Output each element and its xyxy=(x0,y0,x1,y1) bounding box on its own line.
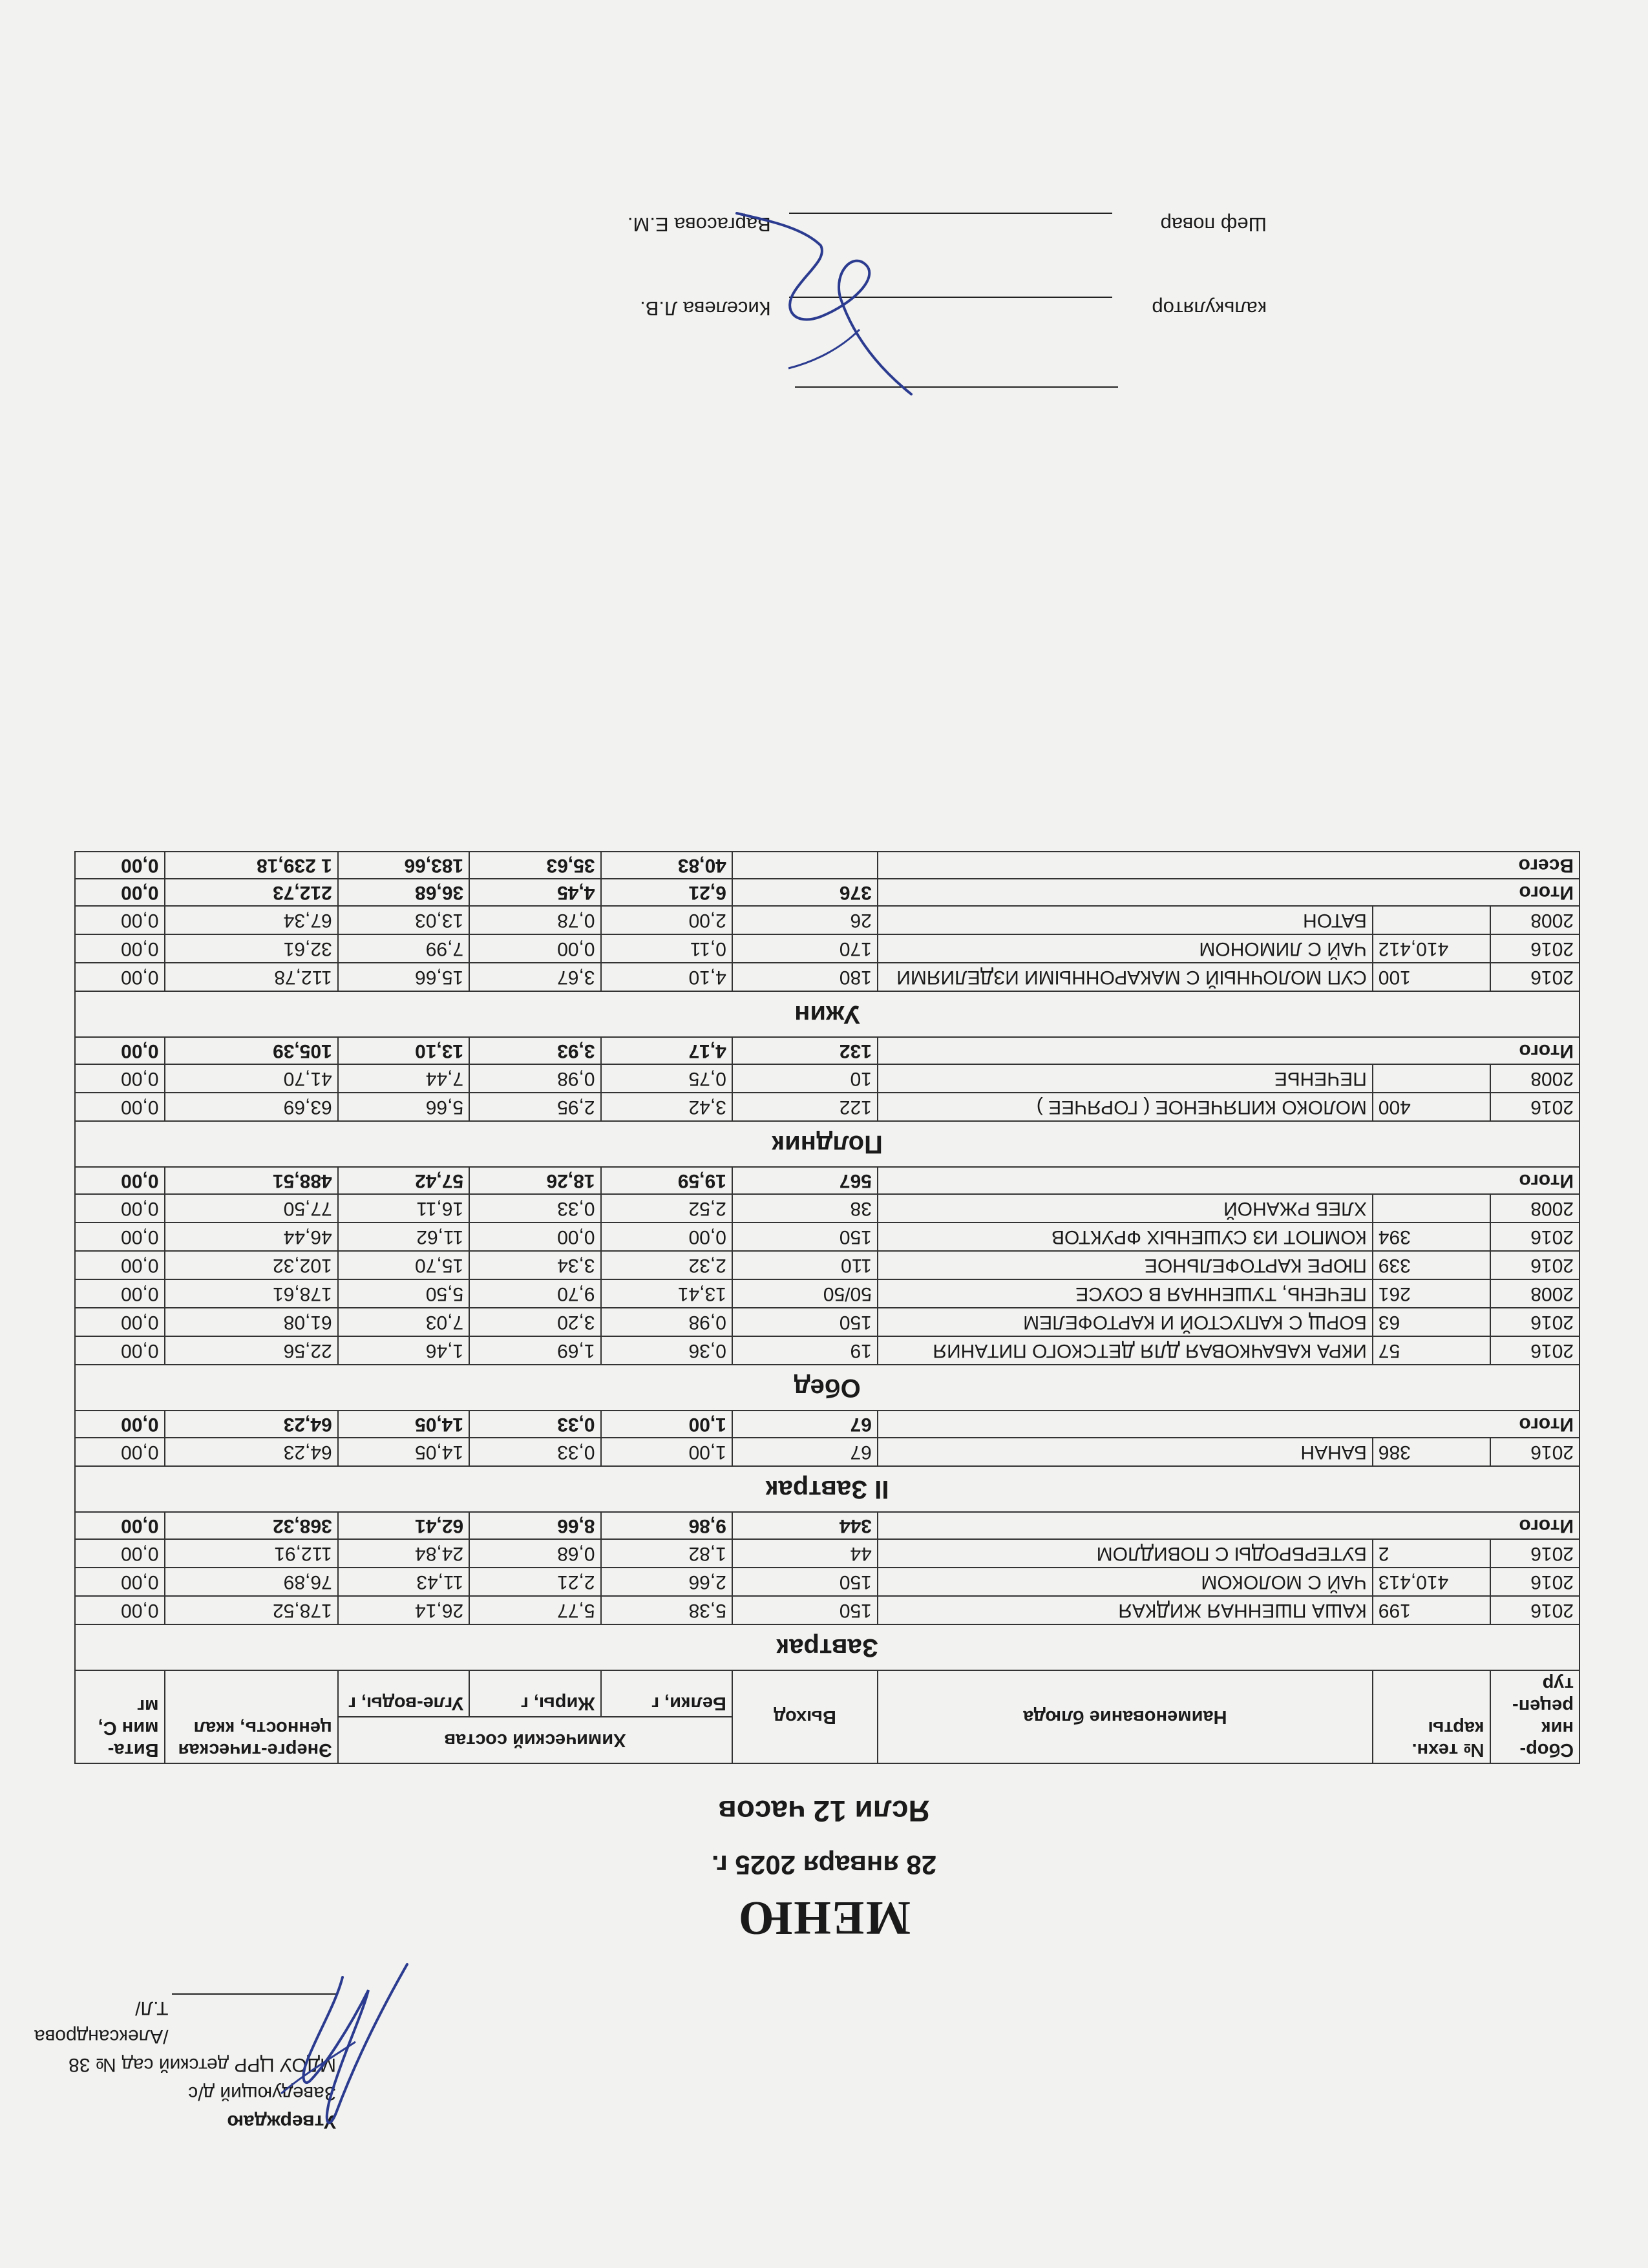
dish-name-cell: ПЮРЕ КАРТОФЕЛЬНОЕ xyxy=(878,1251,1373,1279)
protein-cell: 2,32 xyxy=(601,1251,732,1279)
table-row xyxy=(75,1064,1579,1093)
signature-underline xyxy=(789,297,1112,315)
collection-cell: 2008 xyxy=(1490,906,1579,934)
card-number-cell: 410,412 xyxy=(1373,934,1490,963)
vitamin-c-cell: 0,00 xyxy=(75,1568,165,1596)
card-number-cell: 63 xyxy=(1373,1308,1490,1336)
fat-cell: 3,20 xyxy=(469,1308,600,1336)
header-vitamin-c: Вита-мин С, мг xyxy=(75,1670,165,1763)
table-row xyxy=(75,963,1579,991)
fat-cell: 8,66 xyxy=(469,1512,600,1539)
table-row xyxy=(75,934,1579,963)
card-number-cell: 261 xyxy=(1373,1279,1490,1308)
carbs-cell: 62,41 xyxy=(338,1512,469,1539)
meal-section-header xyxy=(75,1624,1579,1670)
protein-cell: 1,00 xyxy=(601,1411,732,1438)
output-cell: 50/50 xyxy=(732,1279,878,1308)
energy-cell: 67,34 xyxy=(165,906,338,934)
energy-cell: 76,89 xyxy=(165,1568,338,1596)
vitamin-c-cell: 0,00 xyxy=(75,879,165,906)
menu-table xyxy=(74,851,1580,1764)
output-cell: 26 xyxy=(732,906,878,934)
fat-cell: 3,34 xyxy=(469,1251,600,1279)
approval-position: Заведующий д/с xyxy=(188,2083,336,2104)
output-cell: 67 xyxy=(732,1438,878,1466)
energy-cell: 64,23 xyxy=(165,1438,338,1466)
collection-cell: 2016 xyxy=(1490,934,1579,963)
carbs-cell: 13,10 xyxy=(338,1037,469,1064)
fat-cell: 35,63 xyxy=(469,852,600,879)
vitamin-c-cell: 0,00 xyxy=(75,1279,165,1308)
card-number-cell: 2 xyxy=(1373,1539,1490,1568)
header-output: Выход xyxy=(732,1670,878,1763)
vitamin-c-cell: 0,00 xyxy=(75,1251,165,1279)
card-number-cell xyxy=(1373,1064,1490,1093)
energy-cell: 63,69 xyxy=(165,1093,338,1121)
approval-signature-line xyxy=(0,1993,336,2050)
protein-cell: 4,17 xyxy=(601,1037,732,1064)
header-chemical-composition: Химический состав xyxy=(338,1717,732,1763)
header-carbs: Угле-воды, г xyxy=(338,1670,469,1717)
dish-name-cell: МОЛОКО КИПЯЧЕНОЕ ( ГОРЯЧЕЕ ) xyxy=(878,1093,1373,1121)
dish-name-cell: БОРЩ С КАПУСТОЙ И КАРТОФЕЛЕМ xyxy=(878,1308,1373,1336)
carbs-cell: 24,84 xyxy=(338,1539,469,1568)
energy-cell: 32,61 xyxy=(165,934,338,963)
fat-cell: 0,98 xyxy=(469,1064,600,1093)
carbs-cell: 15,66 xyxy=(338,963,469,991)
signature-underline xyxy=(172,1993,336,2014)
output-cell: 10 xyxy=(732,1064,878,1093)
energy-cell: 112,78 xyxy=(165,963,338,991)
output-cell: 38 xyxy=(732,1194,878,1223)
vitamin-c-cell: 0,00 xyxy=(75,1037,165,1064)
meal-section-title: Обед xyxy=(75,1365,1579,1411)
energy-cell: 1 239,18 xyxy=(165,852,338,879)
card-number-cell xyxy=(1373,906,1490,934)
carbs-cell: 5,50 xyxy=(338,1279,469,1308)
dish-name-cell: КОМПОТ ИЗ СУШЕНЫХ ФРУКТОВ xyxy=(878,1223,1373,1251)
card-number-cell: 57 xyxy=(1373,1336,1490,1365)
collection-cell: 2016 xyxy=(1490,963,1579,991)
approval-heading: Утверждаю xyxy=(227,2111,336,2132)
dish-name-cell: ХЛЕБ РЖАНОЙ xyxy=(878,1194,1373,1223)
carbs-cell: 7,44 xyxy=(338,1064,469,1093)
document-title: МЕНЮ xyxy=(737,1891,911,1944)
vitamin-c-cell: 0,00 xyxy=(75,1308,165,1336)
meal-section-title: Завтрак xyxy=(75,1624,1579,1670)
table-row xyxy=(75,1251,1579,1279)
protein-cell: 0,11 xyxy=(601,934,732,963)
menu-table-body xyxy=(75,852,1579,1670)
energy-cell: 212,73 xyxy=(165,879,338,906)
signature-underline xyxy=(795,386,1118,388)
protein-cell: 2,00 xyxy=(601,906,732,934)
collection-cell: 2008 xyxy=(1490,1194,1579,1223)
dish-name-cell: ПЕЧЕНЬЕ xyxy=(878,1064,1373,1093)
protein-cell: 40,83 xyxy=(601,852,732,879)
total-label: Итого xyxy=(878,1411,1579,1438)
meal-section-header xyxy=(75,1365,1579,1411)
dish-name-cell: ИКРА КАБАЧКОВАЯ ДЛЯ ДЕТСКОГО ПИТАНИЯ xyxy=(878,1336,1373,1365)
total-label: Итого xyxy=(878,879,1579,906)
output-cell: 19 xyxy=(732,1336,878,1365)
table-row xyxy=(75,1279,1579,1308)
carbs-cell: 7,99 xyxy=(338,934,469,963)
collection-cell: 2016 xyxy=(1490,1568,1579,1596)
signatory-name: Киселева Л.В. xyxy=(640,297,771,320)
carbs-cell: 1,46 xyxy=(338,1336,469,1365)
collection-cell: 2016 xyxy=(1490,1438,1579,1466)
vitamin-c-cell: 0,00 xyxy=(75,1223,165,1251)
table-row xyxy=(75,1093,1579,1121)
protein-cell: 9,86 xyxy=(601,1512,732,1539)
carbs-cell: 13,03 xyxy=(338,906,469,934)
energy-cell: 22,56 xyxy=(165,1336,338,1365)
card-number-cell: 400 xyxy=(1373,1093,1490,1121)
table-row xyxy=(75,1308,1579,1336)
menu-group: Ясли 12 часов xyxy=(718,1794,930,1828)
energy-cell: 64,23 xyxy=(165,1411,338,1438)
vitamin-c-cell: 0,00 xyxy=(75,1093,165,1121)
vitamin-c-cell: 0,00 xyxy=(75,1596,165,1624)
vitamin-c-cell: 0,00 xyxy=(75,963,165,991)
fat-cell: 0,00 xyxy=(469,934,600,963)
carbs-cell: 7,03 xyxy=(338,1308,469,1336)
total-label: Итого xyxy=(878,1512,1579,1539)
output-cell: 122 xyxy=(732,1093,878,1121)
protein-cell: 0,00 xyxy=(601,1223,732,1251)
energy-cell: 41,70 xyxy=(165,1064,338,1093)
header-energy: Энерге-тическая ценность, ккал xyxy=(165,1670,338,1763)
card-number-cell: 100 xyxy=(1373,963,1490,991)
fat-cell: 5,77 xyxy=(469,1596,600,1624)
dish-name-cell: СУП МОЛОЧНЫЙ С МАКАРОННЫМИ ИЗДЕЛИЯМИ xyxy=(878,963,1373,991)
card-number-cell xyxy=(1373,1194,1490,1223)
header-protein: Белки, г xyxy=(601,1670,732,1717)
vitamin-c-cell: 0,00 xyxy=(75,1167,165,1194)
output-cell: 180 xyxy=(732,963,878,991)
carbs-cell: 36,68 xyxy=(338,879,469,906)
header-collection: Сбор-ник рецеп-тур xyxy=(1490,1670,1579,1763)
output-cell xyxy=(732,852,878,879)
signatory-calculator xyxy=(640,297,1267,320)
protein-cell: 2,66 xyxy=(601,1568,732,1596)
collection-cell: 2016 xyxy=(1490,1596,1579,1624)
output-cell: 150 xyxy=(732,1596,878,1624)
output-cell: 567 xyxy=(732,1167,878,1194)
fat-cell: 0,68 xyxy=(469,1539,600,1568)
vitamin-c-cell: 0,00 xyxy=(75,906,165,934)
table-row xyxy=(75,1336,1579,1365)
table-row xyxy=(75,906,1579,934)
meal-section-title: II Завтрак xyxy=(75,1466,1579,1512)
carbs-cell: 5,66 xyxy=(338,1093,469,1121)
energy-cell: 368,32 xyxy=(165,1512,338,1539)
menu-date: 28 января 2025 г. xyxy=(711,1850,937,1880)
section-total-row xyxy=(75,879,1579,906)
carbs-cell: 15,70 xyxy=(338,1251,469,1279)
collection-cell: 2008 xyxy=(1490,1064,1579,1093)
card-number-cell: 394 xyxy=(1373,1223,1490,1251)
fat-cell: 0,78 xyxy=(469,906,600,934)
energy-cell: 112,91 xyxy=(165,1539,338,1568)
energy-cell: 105,39 xyxy=(165,1037,338,1064)
protein-cell: 0,36 xyxy=(601,1336,732,1365)
energy-cell: 488,51 xyxy=(165,1167,338,1194)
fat-cell: 9,70 xyxy=(469,1279,600,1308)
meal-section-header xyxy=(75,1121,1579,1167)
card-number-cell: 410,413 xyxy=(1373,1568,1490,1596)
meal-section-header xyxy=(75,991,1579,1037)
collection-cell: 2016 xyxy=(1490,1336,1579,1365)
carbs-cell: 14,05 xyxy=(338,1411,469,1438)
energy-cell: 46,44 xyxy=(165,1223,338,1251)
carbs-cell: 183,66 xyxy=(338,852,469,879)
fat-cell: 4,45 xyxy=(469,879,600,906)
energy-cell: 178,52 xyxy=(165,1596,338,1624)
output-cell: 170 xyxy=(732,934,878,963)
dish-name-cell: БУТЕРБРОДЫ С ПОВИДЛОМ xyxy=(878,1539,1373,1568)
protein-cell: 13,41 xyxy=(601,1279,732,1308)
output-cell: 67 xyxy=(732,1411,878,1438)
vitamin-c-cell: 0,00 xyxy=(75,1512,165,1539)
meal-section-header xyxy=(75,1466,1579,1512)
protein-cell: 2,52 xyxy=(601,1194,732,1223)
fat-cell: 3,93 xyxy=(469,1037,600,1064)
vitamin-c-cell: 0,00 xyxy=(75,1336,165,1365)
output-cell: 110 xyxy=(732,1251,878,1279)
meal-section-title: Полдник xyxy=(75,1121,1579,1167)
header-fat: Жиры, г xyxy=(469,1670,600,1717)
section-total-row xyxy=(75,1512,1579,1539)
output-cell: 150 xyxy=(732,1308,878,1336)
vitamin-c-cell: 0,00 xyxy=(75,1064,165,1093)
signatory-role: Шеф повар xyxy=(1160,213,1267,236)
fat-cell: 0,33 xyxy=(469,1411,600,1438)
output-cell: 44 xyxy=(732,1539,878,1568)
fat-cell: 0,33 xyxy=(469,1194,600,1223)
energy-cell: 61,08 xyxy=(165,1308,338,1336)
table-row xyxy=(75,1194,1579,1223)
carbs-cell: 11,43 xyxy=(338,1568,469,1596)
output-cell: 376 xyxy=(732,879,878,906)
protein-cell: 5,38 xyxy=(601,1596,732,1624)
table-row xyxy=(75,1438,1579,1466)
protein-cell: 0,75 xyxy=(601,1064,732,1093)
carbs-cell: 57,42 xyxy=(338,1167,469,1194)
vitamin-c-cell: 0,00 xyxy=(75,934,165,963)
protein-cell: 1,82 xyxy=(601,1539,732,1568)
collection-cell: 2008 xyxy=(1490,1279,1579,1308)
fat-cell: 1,69 xyxy=(469,1336,600,1365)
signatory-name: Варгасова Е.М. xyxy=(627,213,771,236)
collection-cell: 2016 xyxy=(1490,1539,1579,1568)
approval-block xyxy=(0,1993,336,2136)
protein-cell: 1,00 xyxy=(601,1438,732,1466)
collection-cell: 2016 xyxy=(1490,1093,1579,1121)
dish-name-cell: ПЕЧЕНЬ, ТУШЕННАЯ В СОУСЕ xyxy=(878,1279,1373,1308)
protein-cell: 0,98 xyxy=(601,1308,732,1336)
carbs-cell: 11,62 xyxy=(338,1223,469,1251)
fat-cell: 2,21 xyxy=(469,1568,600,1596)
carbs-cell: 14,05 xyxy=(338,1438,469,1466)
fat-cell: 0,00 xyxy=(469,1223,600,1251)
vitamin-c-cell: 0,00 xyxy=(75,1194,165,1223)
header-dish-name: Наименование блюда xyxy=(878,1670,1373,1763)
meal-section-title: Ужин xyxy=(75,991,1579,1037)
grand-total-label: Всего xyxy=(878,852,1579,879)
table-row xyxy=(75,1223,1579,1251)
dish-name-cell: ЧАЙ С МОЛОКОМ xyxy=(878,1568,1373,1596)
vitamin-c-cell: 0,00 xyxy=(75,1539,165,1568)
dish-name-cell: БАНАН xyxy=(878,1438,1373,1466)
table-row xyxy=(75,1568,1579,1596)
energy-cell: 102,32 xyxy=(165,1251,338,1279)
energy-cell: 178,61 xyxy=(165,1279,338,1308)
carbs-cell: 26,14 xyxy=(338,1596,469,1624)
protein-cell: 6,21 xyxy=(601,879,732,906)
dish-name-cell: ЧАЙ С ЛИМОНОМ xyxy=(878,934,1373,963)
section-total-row xyxy=(75,1411,1579,1438)
carbs-cell: 16,11 xyxy=(338,1194,469,1223)
vitamin-c-cell: 0,00 xyxy=(75,852,165,879)
output-cell: 150 xyxy=(732,1223,878,1251)
header-card-number: № техн. карты xyxy=(1373,1670,1490,1763)
card-number-cell: 339 xyxy=(1373,1251,1490,1279)
energy-cell: 77,50 xyxy=(165,1194,338,1223)
card-number-cell: 386 xyxy=(1373,1438,1490,1466)
signatory-role: калькулятор xyxy=(1152,297,1267,320)
total-label: Итого xyxy=(878,1037,1579,1064)
vitamin-c-cell: 0,00 xyxy=(75,1411,165,1438)
table-row xyxy=(75,1596,1579,1624)
dish-name-cell: БАТОН xyxy=(878,906,1373,934)
protein-cell: 4,10 xyxy=(601,963,732,991)
signature-underline xyxy=(789,213,1112,231)
collection-cell: 2016 xyxy=(1490,1308,1579,1336)
card-number-cell: 199 xyxy=(1373,1596,1490,1624)
table-header-row xyxy=(75,1717,1579,1763)
dish-name-cell: КАША ПШЕННАЯ ЖИДКАЯ xyxy=(878,1596,1373,1624)
output-cell: 344 xyxy=(732,1512,878,1539)
collection-cell: 2016 xyxy=(1490,1223,1579,1251)
protein-cell: 19,59 xyxy=(601,1167,732,1194)
fat-cell: 18,26 xyxy=(469,1167,600,1194)
section-total-row xyxy=(75,1167,1579,1194)
fat-cell: 3,67 xyxy=(469,963,600,991)
approval-signatory-name: /Александрова Т.Л/ xyxy=(34,1997,169,2047)
vitamin-c-cell: 0,00 xyxy=(75,1438,165,1466)
output-cell: 150 xyxy=(732,1568,878,1596)
collection-cell: 2016 xyxy=(1490,1251,1579,1279)
protein-cell: 3,42 xyxy=(601,1093,732,1121)
approval-organization: МДОУ ЦРР детский сад № 38 xyxy=(69,2054,336,2075)
section-total-row xyxy=(75,1037,1579,1064)
signatory-chef xyxy=(628,213,1267,236)
table-row xyxy=(75,1539,1579,1568)
grand-total-row xyxy=(75,852,1579,879)
fat-cell: 2,95 xyxy=(469,1093,600,1121)
total-label: Итого xyxy=(878,1167,1579,1194)
output-cell: 132 xyxy=(732,1037,878,1064)
fat-cell: 0,33 xyxy=(469,1438,600,1466)
